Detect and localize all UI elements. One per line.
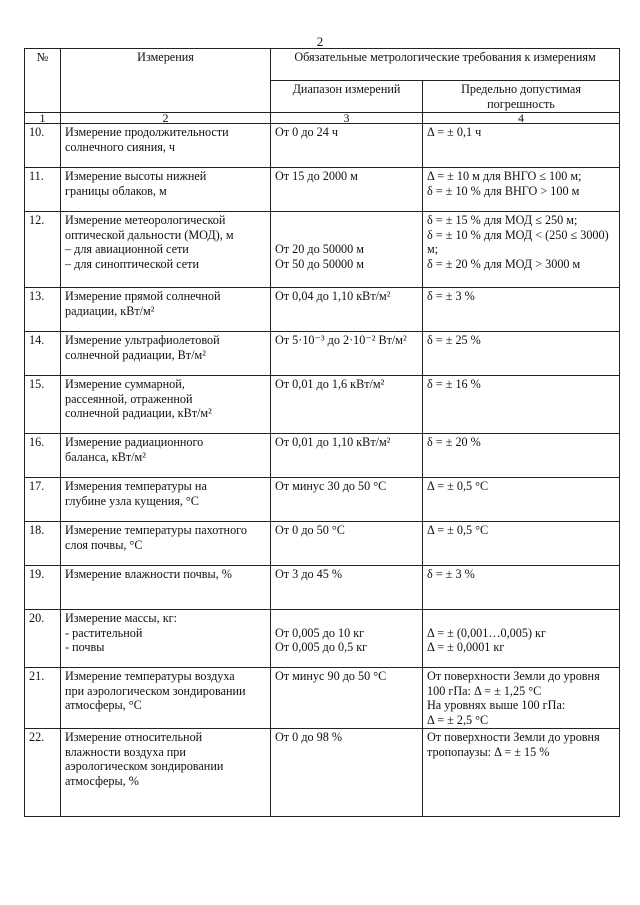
table-row: [25, 566, 620, 610]
table-row: [25, 668, 620, 729]
measurement-line: атмосферы, °С: [65, 698, 142, 712]
measurement-line: глубине узла кущения, °С: [65, 493, 199, 508]
row-number: 12.: [25, 212, 61, 288]
range-cell: [271, 288, 423, 332]
measurement-cell: [61, 288, 271, 332]
error-cell: [423, 376, 620, 434]
measurement-line: Измерения температуры на: [65, 479, 207, 493]
measurement-line: аэрологическом зондировании: [65, 759, 224, 773]
measurement-line: Измерение ультрафиолетовой: [65, 333, 220, 347]
error-cell: [423, 478, 620, 522]
row-number: 22.: [25, 729, 61, 817]
column-index: 1: [25, 113, 61, 124]
range-line: От минус 30 до 50 °С: [275, 479, 387, 493]
row-number: 16.: [25, 434, 61, 478]
range-cell: [271, 124, 423, 168]
error-cell: [423, 332, 620, 376]
error-line: δ = ± 3 %: [427, 289, 475, 303]
error-cell: [423, 124, 620, 168]
measurement-cell: [61, 212, 271, 288]
measurement-cell: [61, 478, 271, 522]
measurement-line: Измерение метеорологической: [65, 213, 226, 227]
measurement-line: Измерение прямой солнечной: [65, 289, 221, 303]
measurement-cell: [61, 168, 271, 212]
range-line: От минус 90 до 50 °С: [275, 669, 387, 683]
requirements-table: [24, 48, 620, 817]
measurement-cell: [61, 610, 271, 668]
measurement-line: – для синоптической сети: [65, 256, 200, 271]
range-line: От 3 до 45 %: [275, 567, 343, 581]
range-line: От 0,01 до 1,6 кВт/м²: [275, 377, 385, 391]
range-cell: [271, 668, 423, 729]
range-line: [275, 213, 418, 228]
table-row: [25, 212, 620, 288]
error-cell: [423, 212, 620, 288]
row-number: 21.: [25, 668, 61, 729]
error-line: δ = ± 3 %: [427, 567, 475, 581]
table-row: [25, 376, 620, 434]
measurement-line: оптической дальности (МОД), м: [65, 227, 234, 242]
error-line: Δ = ± 0,0001 кг: [427, 640, 505, 654]
measurement-line: солнечной радиации, Вт/м²: [65, 347, 206, 362]
measurement-cell: [61, 434, 271, 478]
error-line: От поверхности Земли до уровня: [427, 730, 600, 744]
error-line: Δ = ± 2,5 °С: [427, 712, 489, 727]
error-line: Δ = ± 0,1 ч: [427, 125, 482, 139]
range-cell: [271, 212, 423, 288]
range-line: От 0 до 50 °С: [275, 523, 345, 537]
error-line: тропопаузы: Δ = ± 15 %: [427, 744, 550, 759]
table-row: [25, 729, 620, 817]
measurement-cell: [61, 668, 271, 729]
error-line: δ = ± 10 % для МОД < (250 ≤ 3000): [427, 227, 609, 242]
header-num: №: [25, 49, 61, 113]
error-cell: [423, 729, 620, 817]
error-cell: [423, 434, 620, 478]
measurement-line: - почвы: [65, 640, 105, 654]
range-line: От 0,04 до 1,10 кВт/м²: [275, 289, 391, 303]
error-cell: [423, 566, 620, 610]
measurement-line: Измерение радиационного: [65, 435, 204, 449]
row-number: 10.: [25, 124, 61, 168]
measurement-line: Измерение температуры воздуха: [65, 669, 235, 683]
measurement-cell: [61, 376, 271, 434]
error-cell: [423, 610, 620, 668]
measurement-cell: [61, 729, 271, 817]
measurement-line: границы облаков, м: [65, 183, 167, 198]
row-number: 14.: [25, 332, 61, 376]
range-cell: [271, 566, 423, 610]
measurement-cell: [61, 522, 271, 566]
range-cell: [271, 610, 423, 668]
range-cell: [271, 168, 423, 212]
table-row: [25, 288, 620, 332]
range-cell: [271, 332, 423, 376]
range-line: От 20 до 50000 м: [275, 242, 364, 256]
range-cell: [271, 478, 423, 522]
range-line: [275, 611, 418, 626]
header-measurement: Измерения: [61, 49, 271, 113]
range-line: [275, 228, 418, 243]
measurement-line: солнечного сияния, ч: [65, 139, 176, 154]
error-line: Δ = ± 10 м для ВНГО ≤ 100 м;: [427, 169, 582, 183]
row-number: 15.: [25, 376, 61, 434]
row-number: 20.: [25, 610, 61, 668]
measurement-line: Измерение относительной: [65, 730, 203, 744]
table-row: [25, 332, 620, 376]
error-line: δ = ± 25 %: [427, 333, 481, 347]
range-line: От 0,005 до 0,5 кг: [275, 640, 368, 654]
range-cell: [271, 434, 423, 478]
range-line: От 0,005 до 10 кг: [275, 625, 365, 640]
page-number: 2: [316, 34, 324, 49]
error-line: м;: [427, 242, 439, 256]
measurement-line: влажности воздуха при: [65, 744, 186, 759]
row-number: 17.: [25, 478, 61, 522]
table-row: [25, 124, 620, 168]
table-row: [25, 478, 620, 522]
error-line: Δ = ± (0,001…0,005) кг: [427, 625, 546, 640]
error-cell: [423, 522, 620, 566]
row-number: 13.: [25, 288, 61, 332]
header-requirements: Обязательные метрологические требования к измерениям: [271, 49, 620, 81]
measurement-line: слоя почвы, °С: [65, 537, 143, 552]
header-error: Предельно допустимая погрешность: [423, 81, 620, 113]
table-row: [25, 610, 620, 668]
error-line: δ = ± 10 % для ВНГО > 100 м: [427, 183, 580, 198]
header-range: Диапазон измерений: [271, 81, 423, 113]
measurement-cell: [61, 332, 271, 376]
error-line: Δ = ± 0,5 °С: [427, 523, 489, 537]
error-line: 100 гПа: Δ = ± 1,25 °С: [427, 683, 542, 698]
error-line: δ = ± 20 %: [427, 435, 481, 449]
measurement-line: - растительной: [65, 625, 143, 640]
error-line: δ = ± 16 %: [427, 377, 481, 391]
measurement-line: Измерение суммарной,: [65, 377, 185, 391]
error-line: [427, 611, 615, 626]
error-cell: [423, 668, 620, 729]
table-row: [25, 434, 620, 478]
error-line: δ = ± 15 % для МОД ≤ 250 м;: [427, 213, 578, 227]
measurement-line: Измерение влажности почвы, %: [65, 567, 232, 581]
range-line: От 15 до 2000 м: [275, 169, 358, 183]
range-line: От 5·10⁻³ до 2·10⁻² Вт/м²: [275, 333, 407, 347]
measurement-line: рассеянной, отраженной: [65, 391, 193, 406]
measurement-line: Измерение температуры пахотного: [65, 523, 247, 537]
table-row: [25, 522, 620, 566]
error-cell: [423, 168, 620, 212]
row-number: 19.: [25, 566, 61, 610]
measurement-cell: [61, 124, 271, 168]
range-cell: [271, 522, 423, 566]
row-number: 11.: [25, 168, 61, 212]
table-row: [25, 168, 620, 212]
range-line: От 0 до 24 ч: [275, 125, 339, 139]
range-line: От 0,01 до 1,10 кВт/м²: [275, 435, 391, 449]
column-index: 3: [271, 113, 423, 124]
error-line: От поверхности Земли до уровня: [427, 669, 600, 683]
error-cell: [423, 288, 620, 332]
measurement-line: баланса, кВт/м²: [65, 449, 146, 464]
measurement-line: Измерение высоты нижней: [65, 169, 207, 183]
measurement-line: атмосферы, %: [65, 773, 139, 788]
measurement-line: солнечной радиации, кВт/м²: [65, 406, 212, 420]
range-cell: [271, 729, 423, 817]
error-line: На уровнях выше 100 гПа:: [427, 698, 566, 712]
error-line: δ = ± 20 % для МОД > 3000 м: [427, 256, 581, 271]
measurement-line: радиации, кВт/м²: [65, 303, 155, 318]
measurement-line: при аэрологическом зондировании: [65, 683, 246, 698]
measurement-cell: [61, 566, 271, 610]
error-line: Δ = ± 0,5 °С: [427, 479, 489, 493]
range-line: От 50 до 50000 м: [275, 256, 364, 271]
measurement-line: Измерение массы, кг:: [65, 611, 178, 625]
column-index-row: [25, 113, 620, 124]
column-index: 2: [61, 113, 271, 124]
measurement-line: Измерение продолжительности: [65, 125, 229, 139]
range-cell: [271, 376, 423, 434]
range-line: От 0 до 98 %: [275, 730, 343, 744]
column-index: 4: [423, 113, 620, 124]
measurement-line: – для авиационной сети: [65, 242, 189, 256]
row-number: 18.: [25, 522, 61, 566]
